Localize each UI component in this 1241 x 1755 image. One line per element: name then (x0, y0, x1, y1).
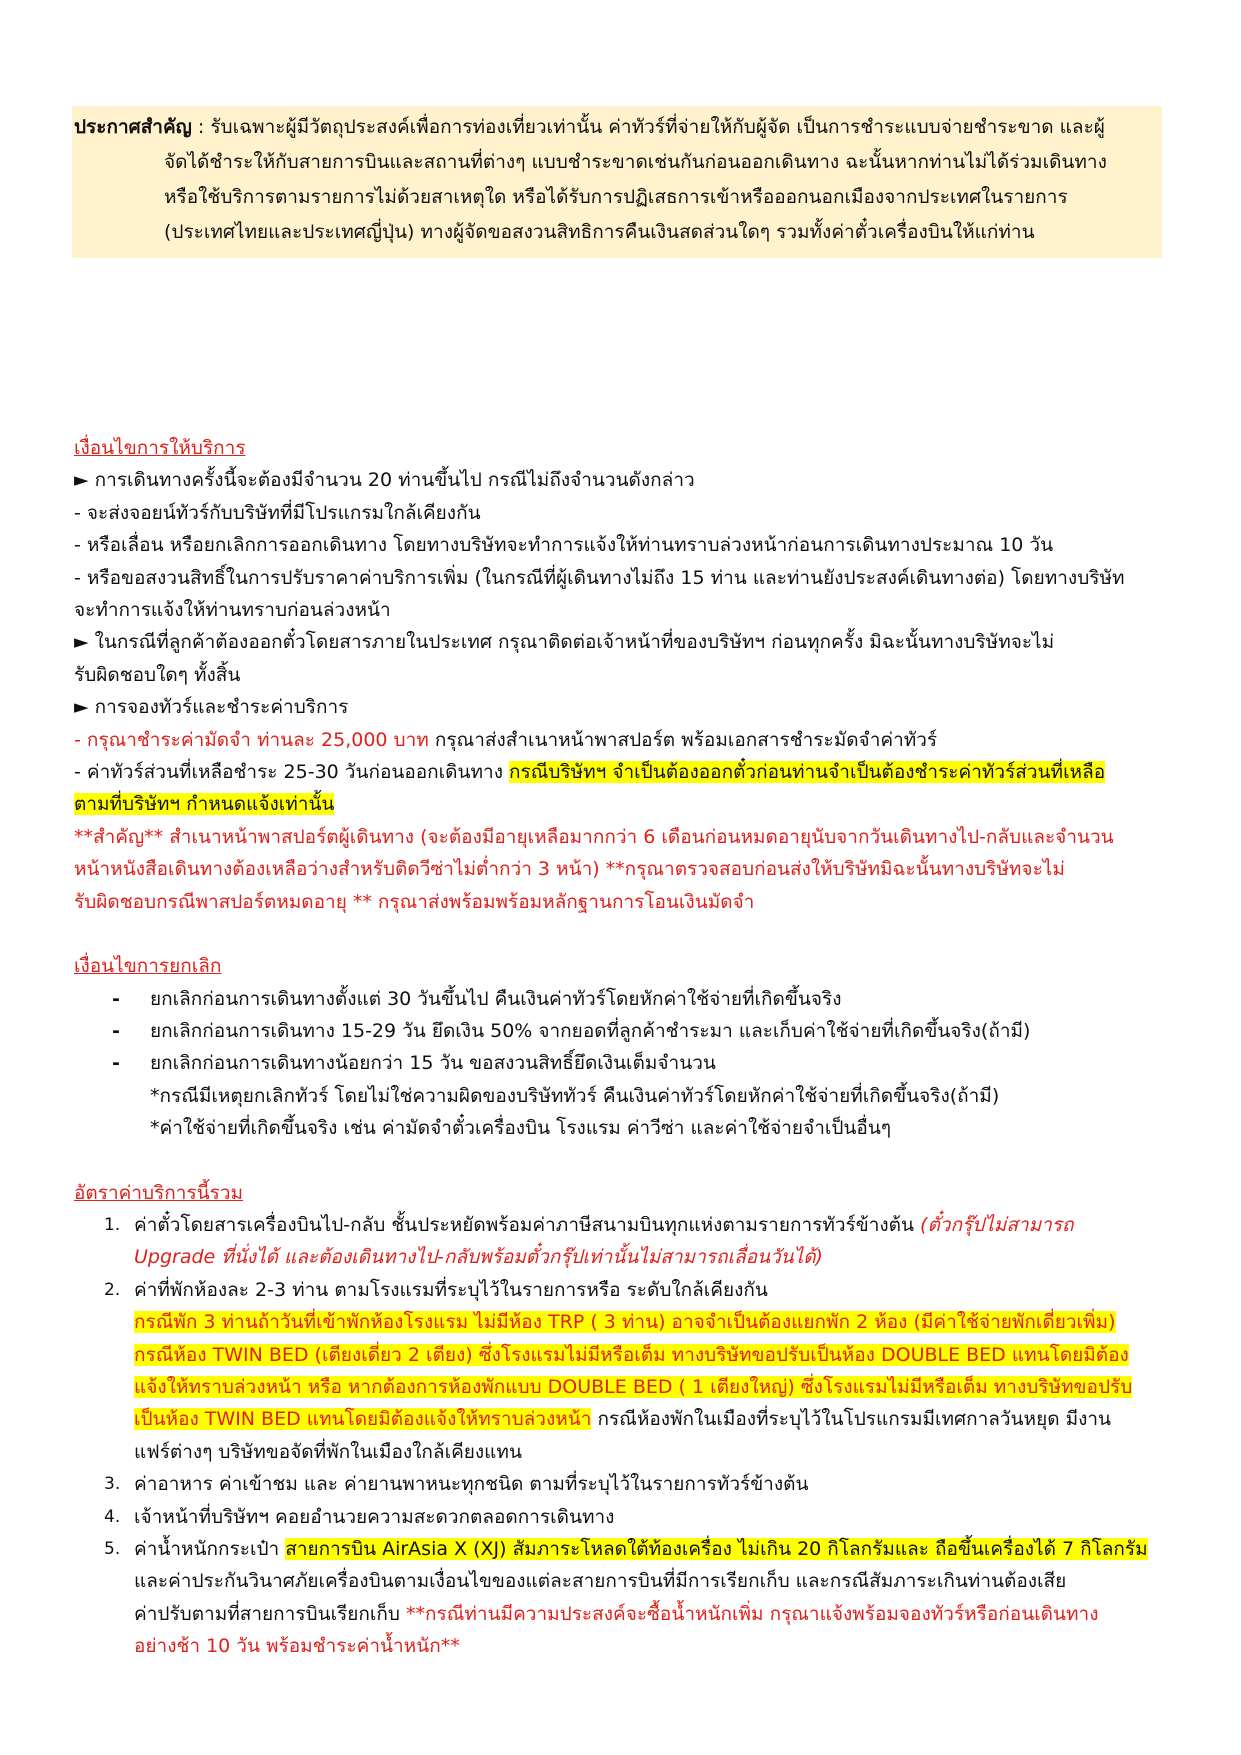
condition-line: รับผิดชอบใดๆ ทั้งสิ้น (74, 663, 241, 686)
cancel-item (74, 1015, 1174, 1047)
included-item-1 (74, 1209, 1174, 1274)
cancel-item-text: ยกเลิกก่อนการเดินทางตั้งแต่ 30 วันขึ้นไป คืนเงินค่าทัวร์โดยหักค่าใช้จ่ายที่เกิดขึ้นจริง (150, 987, 842, 1010)
dash-bullet: - (112, 1052, 120, 1075)
room-note-highlight: กรณีห้อง TWIN BED (เตียงเดี่ยว 2 เตียง) ซึ่งโรงแรมไม่มีหรือเต็ม ทางบริษัทขอปรับเป็นห้อง DOUBLE BED แทนโดยมิต้อง (134, 1343, 1129, 1366)
notice-line-4: (ประเทศไทยและประเทศญี่ปุ่น) ทางผู้จัดขอสงวนสิทธิการคืนเงินสดส่วนใดๆ รวมทั้งค่าตั๋วเครื่องบินให้แก่ท่าน (164, 221, 1035, 243)
item-text: ค่าน้ำหนักกระเป๋า (134, 1538, 286, 1560)
notice-line-2: จัดได้ชำระให้กับสายการบินและสถานที่ต่างๆ แบบชำระขาดเช่นกันก่อนออกเดินทาง ฉะนั้นหากท่านไม่ได้ร่วมเดินทาง (164, 151, 1107, 173)
important-notice (72, 106, 1162, 258)
deposit-line (74, 724, 1174, 756)
terms-content (74, 432, 1174, 1663)
included-item-3 (74, 1468, 1174, 1500)
included-item-2 (74, 1274, 1174, 1468)
passport-note-line: **สำคัญ** สำเนาหน้าพาสปอร์ตผู้เดินทาง (จะต้องมีอายุเหลือมากกว่า 6 เดือนก่อนหมดอายุนับจากวันเดินทางไป-กลับและจำนวน (74, 825, 1114, 848)
condition-line: ► การจองทัวร์และชำระค่าบริการ (74, 696, 349, 719)
balance-line (74, 756, 1174, 788)
deposit-amount-text: - กรุณาชำระค่ามัดจำ ท่านละ 25,000 บาท (74, 728, 429, 751)
cancellation-heading: เงื่อนไขการยกเลิก (74, 955, 222, 978)
room-note-highlight: แจ้งให้ทราบล่วงหน้า หรือ หากต้องการห้องพักแบบ DOUBLE BED ( 1 เตียงใหญ่) ซึ่งโรงแรมไม่มีหรือเต็ม ทางบริษัทขอปรับ (134, 1375, 1133, 1398)
cancel-item-text: ยกเลิกก่อนการเดินทาง 15-29 วัน ยึดเงิน 50% จากยอดที่ลูกค้าชำระมา และเก็บค่าใช้จ่ายที่เกิดขึ้นจริง(ถ้ามี) (150, 1019, 1031, 1042)
included-item-4 (74, 1501, 1174, 1533)
insurance-text: และค่าประกันวินาศภัยเครื่องบินตามเงื่อนไขของแต่ละสายการบินที่มีการเรียกเก็บ และกรณีสัมภาระเกินท่านต้องเสีย (134, 1570, 1067, 1593)
notice-line-1 (74, 110, 1154, 145)
item-text: ค่าตั๋วโดยสารเครื่องบินไป-กลับ ชั้นประหยัดพร้อมค่าภาษีสนามบินทุกแห่งตามรายการทัวร์ข้างต้น (134, 1213, 921, 1236)
balance-text: - ค่าทัวร์ส่วนที่เหลือชำระ 25-30 วันก่อนออกเดินทาง (74, 761, 510, 784)
extra-baggage-note: **กรณีท่านมีความประสงค์จะซื้อน้ำหนักเพิ่ม กรุณาแจ้งพร้อมจองทัวร์หรือก่อนเดินทาง (406, 1602, 1099, 1625)
room-note-highlight: เป็นห้อง TWIN BED แทนโดยมิต้องแจ้งให้ทราบล่วงหน้า (134, 1408, 592, 1431)
condition-line: จะทำการแจ้งให้ท่านทราบก่อนล่วงหน้า (74, 599, 391, 622)
cancel-note: *ค่าใช้จ่ายที่เกิดขึ้นจริง เช่น ค่ามัดจำตั๋วเครื่องบิน โรงแรม ค่าวีซ่า และค่าใช้จ่ายจำเป็นอื่นๆ (150, 1117, 892, 1140)
balance-highlight: กรณีบริษัทฯ จำเป็นต้องออกตั๋วก่อนท่านจำเป็นต้องชำระค่าทัวร์ส่วนที่เหลือ (509, 761, 1106, 784)
balance-line-2 (74, 788, 1174, 820)
balance-highlight-2: ตามที่บริษัทฯ กำหนดแจ้งเท่านั้น (74, 793, 335, 816)
group-ticket-note-2: Upgrade ที่นั่งได้ และต้องเดินทางไป-กลับพร้อมตั๋วกรุ๊ปเท่านั้นไม่สามารถเลื่อนวันได้) (134, 1246, 823, 1269)
item-number: 2. (104, 1279, 121, 1300)
condition-line: - หรือขอสงวนสิทธิ์ในการปรับราคาค่าบริการเพิ่ม (ในกรณีที่ผู้เดินทางไม่ถึง 15 ท่าน และท่านยังประสงค์เดินทางต่อ) โดยทางบริษัท (74, 566, 1125, 589)
festival-note: กรณีห้องพักในเมืองที่ระบุไว้ในโปรแกรมมีเทศกาลวันหยุด มีงาน (591, 1408, 1112, 1431)
item-text: เจ้าหน้าที่บริษัทฯ คอยอำนวยความสะดวกตลอดการเดินทาง (134, 1505, 615, 1528)
item-number: 5. (104, 1539, 121, 1559)
cancel-note: *กรณีมีเหตุยกเลิกทัวร์ โดยไม่ใช่ความผิดของบริษัททัวร์ คืนเงินค่าทัวร์โดยหักค่าใช้จ่ายที่เกิดขึ้นจริง(ถ้ามี) (150, 1084, 1000, 1107)
condition-line: - หรือเลื่อน หรือยกเลิกการออกเดินทาง โดยทางบริษัทจะทำการแจ้งให้ท่านทราบล่วงหน้าก่อนการเดินทางประมาณ 10 วัน (74, 534, 1054, 557)
cancel-item-text: ยกเลิกก่อนการเดินทางน้อยกว่า 15 วัน ขอสงวนสิทธิ์ยึดเงินเต็มจำนวน (150, 1052, 716, 1075)
item-number: 4. (104, 1506, 121, 1527)
fee-text: ค่าปรับตามที่สายการบินเรียกเก็บ (134, 1602, 407, 1625)
condition-line: - จะส่งจอยน์ทัวร์กับบริษัทที่มีโปรแกรมใกล้เคียงกัน (74, 501, 481, 524)
dash-bullet: - (112, 1019, 120, 1042)
cancel-item (74, 983, 1174, 1015)
condition-line: ► การเดินทางครั้งนี้จะต้องมีจำนวน 20 ท่านขึ้นไป กรณีไม่ถึงจำนวนดังกล่าว (74, 469, 695, 492)
baggage-highlight: สายการบิน AirAsia X (XJ) สัมภาระโหลดใต้ท้องเครื่อง ไม่เกิน 20 กิโลกรัมและ ถือขึ้นเครื่องได้ 7 กิโลกรัม (285, 1538, 1148, 1560)
item-number: 3. (104, 1474, 121, 1495)
notice-text-1: : รับเฉพาะผู้มีวัตถุประสงค์เพื่อการท่องเที่ยวเท่านั้น ค่าทัวร์ที่จ่ายให้กับผู้จัด เป็นการชำระแบบจ่ายชำระขาด และผู้ (191, 116, 1105, 138)
service-conditions-heading: เงื่อนไขการให้บริการ (74, 437, 246, 459)
extra-baggage-note-2: อย่างช้า 10 วัน พร้อมชำระค่าน้ำหนัก** (134, 1635, 460, 1658)
cancel-item (74, 1047, 1174, 1079)
room-note-highlight: กรณีพัก 3 ท่านถ้าวันที่เข้าพักห้องโรงแรม ไม่มีห้อง TRP ( 3 ท่าน) อาจจำเป็นต้องแยกพัก 2 ห้อง (มีค่าใช้จ่ายพักเดี่ยวเพิ่ม) (134, 1311, 1116, 1334)
condition-line: ► ในกรณีที่ลูกค้าต้องออกตั๋วโดยสารภายในประเทศ กรุณาติดต่อเจ้าหน้าที่ของบริษัทฯ ก่อนทุกครั้ง มิฉะนั้นทางบริษัทจะไม่ (74, 631, 1055, 654)
item-number: 1. (104, 1214, 121, 1235)
dash-bullet: - (112, 987, 120, 1010)
notice-line-3: หรือใช้บริการตามรายการไม่ด้วยสาเหตุใด หรือได้รับการปฏิเสธการเข้าหรือออกนอกเมืองจากประเทศในรายการ (164, 186, 1068, 208)
festival-note-2: แฟร์ต่างๆ บริษัทขอจัดที่พักในเมืองใกล้เคียงแทน (134, 1440, 522, 1463)
deposit-rest-text: กรุณาส่งสำเนาหน้าพาสปอร์ต พร้อมเอกสารชำระมัดจำค่าทัวร์ (428, 728, 938, 751)
passport-note-line: รับผิดชอบกรณีพาสปอร์ตหมดอายุ ** กรุณาส่งพร้อมพร้อมหลักฐานการโอนเงินมัดจำ (74, 890, 755, 913)
notice-label: ประกาศสำคัญ (74, 116, 192, 138)
group-ticket-note: (ตั๋วกรุ๊ปไม่สามารถ (920, 1213, 1074, 1236)
passport-note-line: หน้าหนังสือเดินทางต้องเหลือว่างสำหรับติดวีซ่าไม่ต่ำกว่า 3 หน้า) **กรุณาตรวจสอบก่อนส่งให้บริษัทมิฉะนั้นทางบริษัทจะไม่ (74, 858, 1065, 881)
item-text: ค่าที่พักห้องละ 2-3 ท่าน ตามโรงแรมที่ระบุไว้ในรายการหรือ ระดับใกล้เคียงกัน (134, 1278, 768, 1301)
item-text: ค่าอาหาร ค่าเข้าชม และ ค่ายานพาหนะทุกชนิด ตามที่ระบุไว้ในรายการทัวร์ข้างต้น (134, 1473, 809, 1496)
included-heading: อัตราค่าบริการนี้รวม (74, 1181, 244, 1204)
included-item-5 (74, 1533, 1174, 1663)
